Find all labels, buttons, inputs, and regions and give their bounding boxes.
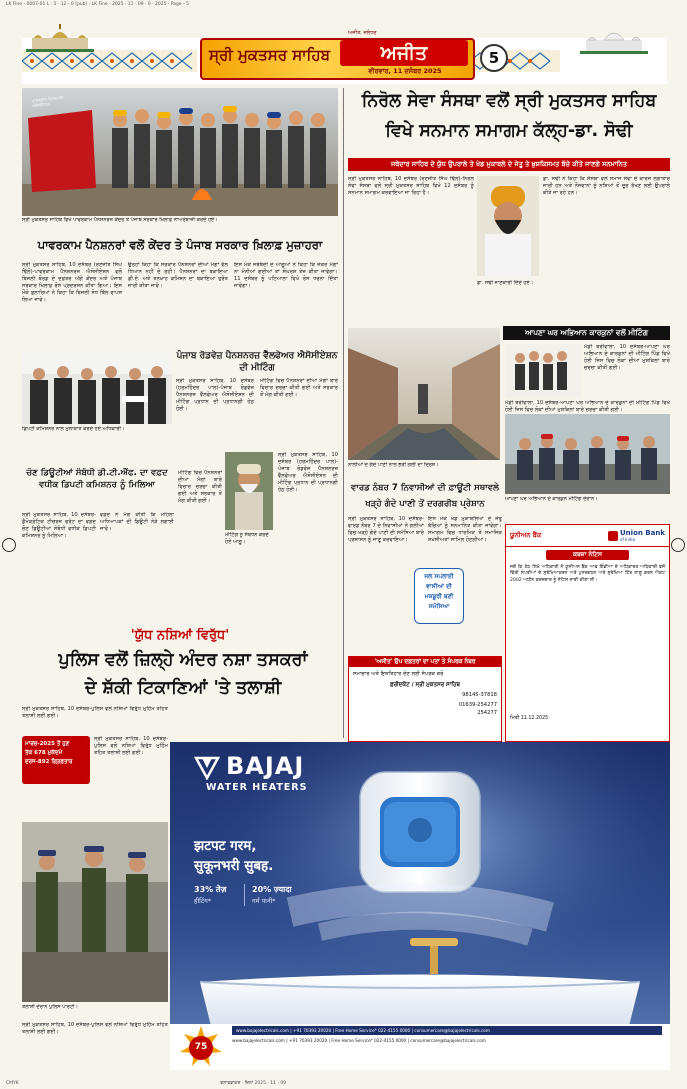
column-divider bbox=[343, 88, 344, 738]
nasha-text-col: ਸ੍ਰੀ ਮੁਕਤਸਰ ਸਾਹਿਬ, 10 ਦਸੰਬਰ-ਪੁਲਿਸ ਵਲੋਂ ਨਸ਼ਿਆਂ ਵਿਰੁੱਧ ਮੁਹਿੰਮ ਤਹਿਤ ਤਲਾਸ਼ੀ ਲਈ ਗਈ। bbox=[94, 736, 168, 756]
bajaj-feature-1-sub: हीटिंग* bbox=[194, 897, 212, 905]
union-bank-logo-icon bbox=[608, 531, 618, 541]
nasha-intro: ਸ੍ਰੀ ਮੁਕਤਸਰ ਸਾਹਿਬ, 10 ਦਸੰਬਰ-ਪੁਲਿਸ ਵਲੋਂ ਨਸ਼ਿਆਂ ਵਿਰੁੱਧ ਮੁਹਿੰਮ ਤਹਿਤ ਤਲਾਸ਼ੀ ਲਈ ਗਈ। bbox=[22, 706, 168, 719]
nasha-stat-box bbox=[22, 736, 90, 784]
page-number: 5 bbox=[480, 44, 508, 72]
roadways-headline: ਪੰਜਾਬ ਰੋਡਵੇਜ਼ ਪੈਨਸ਼ਨਰਜ਼ ਵੈੱਲਫੇਅਰ ਐਸੋਸੀਏਸ਼ਨ ਦੀ ਮੀਟਿੰਗ bbox=[176, 351, 338, 373]
sewerage-headline-line-1: ਵਾਰਡ ਨੰਬਰ 7 ਨਿਵਾਸੀਆਂ ਦੀ ਫ਼ਾਊਂਟੀ ਸਥਾਵਲੇ bbox=[351, 483, 499, 493]
samman-portrait bbox=[477, 176, 539, 276]
office-box-contact-3: 254277 bbox=[477, 710, 497, 716]
gurdwara-illustration-icon bbox=[580, 26, 648, 54]
office-box-body: ਸਮਾਚਾਰ ਅਤੇ ਇਸ਼ਤਿਹਾਰ ਦੇਣ ਲਈ ਸੰਪਰਕ ਕਰੋ bbox=[353, 671, 444, 677]
mazdoor-headline: ਆਪਣਾ ਘਰ ਅਭਿਆਨ ਕਾਰਕੁਨਾਂ ਵਲੋਂ ਮੀਟਿੰਗ bbox=[503, 326, 670, 340]
protest-caption: ਸ੍ਰੀ ਮੁਕਤਸਰ ਸਾਹਿਬ ਵਿਖੇ ਪਾਵਰਕਾਮ ਪੈਨਸ਼ਨਰਜ਼ ਕੇਂਦਰ ਤੇ ਪੰਜਾਬ ਸਰਕਾਰ ਖ਼ਿਲਾਫ਼ ਨਾਅਰੇਬਾਜ਼ੀ ਕਰਦੇ ਹੋਏ। bbox=[22, 217, 218, 223]
gurdwara-illustration-icon bbox=[26, 24, 94, 52]
sewerage-text-col-2: ਇਸ ਮੌਕੇ ਖੇਡ ਮੁਕਾਬਲਿਆਂ ਦੇ ਜੇਤੂ ਬੱਚਿਆਂ ਨੂੰ ਸਨਮਾਨਿਤ ਕੀਤਾ ਜਾਵੇਗਾ। ਸਮਾਗਮ ਵਿਚ ਧਾਰਮਿਕ ਤੇ ਸਮਾਜਿਕ ਸ਼ਖ਼ਸੀਅਤਾਂ ਸ਼ਾਮਿਲ ਹੋਣਗੀਆਂ। bbox=[428, 516, 502, 543]
registration-mark-right bbox=[671, 538, 685, 552]
vote-duty-headline: ਚੋਣ ਡਿਊਟੀਆਂ ਸੰਬੰਧੀ ਡੀ.ਟੀ.ਐੱਫ. ਦਾ ਵਫ਼ਦ ਵਧੀਕ ਡਿਪਟੀ ਕਮਿਸ਼ਨਰ ਨੂੰ ਮਿਲਿਆ bbox=[26, 468, 168, 490]
nasha-text-bottom: ਸ੍ਰੀ ਮੁਕਤਸਰ ਸਾਹਿਬ, 10 ਦਸੰਬਰ-ਪੁਲਿਸ ਵਲੋਂ ਨਸ਼ਿਆਂ ਵਿਰੁੱਧ ਮੁਹਿੰਮ ਤਹਿਤ ਤਲਾਸ਼ੀ ਲਈ ਗਈ। bbox=[22, 1022, 168, 1035]
nasha-headline-line-1: ਪੁਲਿਸ ਵਲੋਂ ਜ਼ਿਲ੍ਹੇ ਅੰਦਰ ਨਸ਼ਾ ਤਸਕਰਾਂ bbox=[58, 650, 308, 670]
nasha-photo-caption: ਤਲਾਸ਼ੀ ਦੌਰਾਨ ਪੁਲਿਸ ਪਾਰਟੀ। bbox=[22, 1004, 78, 1010]
nasha-police-photo bbox=[22, 822, 168, 1002]
vote-duty-photo bbox=[22, 352, 172, 424]
nasha-stat-3: ਦਰਜ-892 ਗ੍ਰਿਫ਼ਤਾਰ bbox=[25, 759, 73, 765]
vote-duty-photo-caption: ਡਿਪਟੀ ਕਮਿਸ਼ਨਰ ਨਾਲ ਮੁਲਾਕਾਤ ਕਰਦੇ ਹੋਏ ਅਧਿਕਾਰੀ। bbox=[22, 426, 125, 432]
samman-text-col-1: ਸ੍ਰੀ ਮੁਕਤਸਰ ਸਾਹਿਬ, 10 ਦਸੰਬਰ (ਰਣਜੀਤ ਸਿੰਘ ਢਿੱਲੋਂ)-ਨਿਰੋਲ ਸੇਵਾ ਸੰਸਥਾ ਵਲੋਂ ਸ੍ਰੀ ਮੁਕਤਸਰ ਸਾਹਿਬ ਵਿਖੇ 12 ਦਸੰਬਰ ਨੂੰ ਸਨਮਾਨ ਸਮਾਗਮ ਕਰਵਾਇਆ ਜਾ ਰਿਹਾ ਹੈ। bbox=[348, 176, 474, 196]
bajaj-75-badge-text: 75 bbox=[194, 1042, 208, 1052]
sewerage-photo-caption: ਨਾਲੀਆਂ ਦੇ ਗੰਦੇ ਪਾਣੀ ਨਾਲ ਭਰੀ ਗਲੀ ਦਾ ਦ੍ਰਿਸ਼। bbox=[348, 462, 439, 468]
mazdoor-photo-caption: ਆਪਣਾ ਘਰ ਅਭਿਆਨ ਦੇ ਕਾਰਕੁਨ ਮੀਟਿੰਗ ਦੌਰਾਨ। bbox=[505, 496, 598, 502]
office-box bbox=[348, 656, 502, 742]
masthead-publisher: ਅਜੀਤ, ਜਲੰਧਰ bbox=[348, 30, 377, 36]
union-bank-header bbox=[506, 525, 669, 547]
registration-mark-left bbox=[2, 538, 16, 552]
protest-text-col-2: ਉਨ੍ਹਾਂ ਕਿਹਾ ਕਿ ਸਰਕਾਰ ਪੈਨਸ਼ਨਰਾਂ ਦੀਆਂ ਮੰਗਾਂ ਵੱਲ ਧਿਆਨ ਨਹੀਂ ਦੇ ਰਹੀ। ਪੈਨਸ਼ਨਰਾਂ ਦਾ ਬਕਾਇਆ ਡੀ.ਏ. ਅਤੇ ਤਨਖ਼ਾਹ ਕਮਿਸ਼ਨ ਦਾ ਬਕਾਇਆ ਤੁਰੰਤ ਜਾਰੀ ਕੀਤਾ ਜਾਵੇ। bbox=[128, 262, 228, 289]
masthead-pattern-left bbox=[22, 50, 197, 72]
mazdoor-meeting-photo bbox=[505, 414, 670, 494]
ajit-logo: ਅਜੀਤ bbox=[340, 40, 468, 66]
samman-headline-line-2: ਵਿਖੇ ਸਨਮਾਨ ਸਮਾਗਮ ਕੱਲ੍ਹ-ਡਾ. ਸੋਢੀ bbox=[385, 121, 633, 141]
bajaj-brand: BAJAJ bbox=[226, 752, 305, 780]
bajaj-feature-1: 33% तेज़ bbox=[194, 885, 227, 894]
protest-text-col-1: ਸ੍ਰੀ ਮੁਕਤਸਰ ਸਾਹਿਬ, 10 ਦਸੰਬਰ (ਰਣਜੀਤ ਸਿੰਘ ਢਿੱਲੋਂ)-ਪਾਵਰਕਾਮ ਪੈਨਸ਼ਨਰਜ਼ ਐਸੋਸੀਏਸ਼ਨ ਵਲੋਂ ਬਿਜਲੀ ਬੋਰਡ ਦੇ ਦਫ਼ਤਰ ਅੱਗੇ ਕੇਂਦਰ ਅਤੇ ਪੰਜਾਬ ਸਰਕਾਰ ਖ਼ਿਲਾਫ਼ ਰੋਸ ਪ੍ਰਦਰਸ਼ਨ ਕੀਤਾ ਗਿਆ। ਇਸ ਮੌਕੇ ਬੁਲਾਰਿਆਂ ਨੇ ਕਿਹਾ ਕਿ ਬਿਜਲੀ ਸੋਧ ਬਿੱਲ ਵਾਪਸ ਲਿਆ ਜਾਵੇ। bbox=[22, 262, 122, 303]
bajaj-feature-divider bbox=[244, 884, 245, 906]
bajaj-ad-contact-bar: www.bajajelectricals.com | +91 70393 20020 | Free Home Service* 022-4155 0000 | consumercare@bajajelectricals.com bbox=[232, 1026, 662, 1035]
mazdoor-logo-photo bbox=[505, 344, 581, 398]
protest-photo bbox=[22, 88, 338, 216]
union-bank-brand-en: Union Bank bbox=[620, 529, 665, 537]
nasha-stat-2: ਤੱਕ 678 ਮੁਕੱਦਮੇ bbox=[25, 750, 63, 756]
nasha-headline-line-2: ਦੇ ਸ਼ੱਕੀ ਟਿਕਾਣਿਆਂ 'ਤੇ ਤਲਾਸ਼ੀ bbox=[84, 678, 282, 698]
roadways-text-col-2: ਮੀਟਿੰਗ ਵਿਚ ਪੈਨਸ਼ਨਰਾਂ ਦੀਆਂ ਮੰਗਾਂ ਬਾਰੇ ਵਿਚਾਰ ਚਰਚਾ ਕੀਤੀ ਗਈ ਅਤੇ ਸਰਕਾਰ ਤੋਂ ਮੰਗ ਕੀਤੀ ਗਈ। bbox=[260, 378, 338, 398]
mazdoor-text-col: ਮੰਡੀ ਬਰੀਵਾਲਾ, 10 ਦਸੰਬਰ-ਆਪਣਾ ਘਰ ਅਭਿਆਨ ਦੇ ਕਾਰਕੁਨਾਂ ਦੀ ਮੀਟਿੰਗ ਪਿੰਡ ਵਿਖੇ ਹੋਈ ਜਿਸ ਵਿਚ ਲੋਕਾਂ ਦੀਆਂ ਮੁਸ਼ਕਿਲਾਂ ਬਾਰੇ ਚਰਚਾ ਕੀਤੀ ਗਈ। bbox=[584, 344, 670, 371]
office-box-contact-2: 01639-254277 bbox=[458, 702, 497, 708]
roadways-text-col-4: ਸ੍ਰੀ ਮੁਕਤਸਰ ਸਾਹਿਬ, 10 ਦਸੰਬਰ (ਹਰਮਹਿੰਦਰ ਪਾਲ)-ਪੰਜਾਬ ਰੋਡਵੇਜ਼ ਪੈਨਸ਼ਨਰਜ਼ ਵੈੱਲਫੇਅਰ ਐਸੋਸੀਏਸ਼ਨ ਦੀ ਮੀਟਿੰਗ ਪ੍ਰਧਾਨ ਦੀ ਪ੍ਰਧਾਨਗੀ ਹੇਠ ਹੋਈ। bbox=[278, 452, 338, 493]
roadways-text-col-3: ਮੀਟਿੰਗ ਵਿਚ ਪੈਨਸ਼ਨਰਾਂ ਦੀਆਂ ਮੰਗਾਂ ਬਾਰੇ ਵਿਚਾਰ ਚਰਚਾ ਕੀਤੀ ਗਈ ਅਤੇ ਸਰਕਾਰ ਤੋਂ ਮੰਗ ਕੀਤੀ ਗਈ। bbox=[178, 470, 222, 504]
bajaj-product: WATER HEATERS bbox=[206, 782, 308, 793]
sewerage-text-col-1: ਸ੍ਰੀ ਮੁਕਤਸਰ ਸਾਹਿਬ, 10 ਦਸੰਬਰ-ਵਾਰਡ ਨੰਬਰ 7 ਦੇ ਨਿਵਾਸੀਆਂ ਨੇ ਗਲੀਆਂ ਵਿਚ ਖੜ੍ਹੇ ਗੰਦੇ ਪਾਣੀ ਦੀ ਸਮੱਸਿਆ ਬਾਰੇ ਪ੍ਰਸ਼ਾਸਨ ਨੂੰ ਜਾਣੂ ਕਰਵਾਇਆ। bbox=[348, 516, 424, 543]
bajaj-tagline-2: सुकूनभरी सुबह. bbox=[194, 858, 274, 874]
print-info-bottom-right: ਫਲਾਵਡਾਕਰ · ਦਿਨਾਂ 2025 · 11 · 09 bbox=[220, 1081, 287, 1086]
bajaj-tagline-1: झटपट गरम, bbox=[194, 838, 257, 854]
nasha-stat-1: ਮਾਰਚ-2025 ਤੋਂ ਹੁਣ bbox=[25, 741, 70, 747]
union-bank-notice bbox=[505, 524, 670, 742]
vote-duty-text-col-1: ਸ੍ਰੀ ਮੁਕਤਸਰ ਸਾਹਿਬ, 10 ਦਸੰਬਰ-ਡੈਮੋਕ੍ਰੇਟਿਕ ਟੀਚਰਜ਼ ਫਰੰਟ ਦਾ ਵਫ਼ਦ ਚੋਣ ਡਿਊਟੀਆਂ ਸੰਬੰਧੀ ਵਧੀਕ ਡਿਪਟੀ ਕਮਿਸ਼ਨਰ ਨੂੰ ਮਿਲਿਆ। bbox=[22, 512, 96, 539]
union-bank-brand-pa: ਯੂਨੀਅਨ ਬੈਂਕ bbox=[510, 531, 542, 539]
masthead-date: ਵੀਰਵਾਰ, 11 ਦਸੰਬਰ 2025 bbox=[368, 67, 442, 75]
masthead-city: ਸ੍ਰੀ ਮੁਕਤਸਰ ਸਾਹਿਬ bbox=[209, 46, 330, 64]
samman-text-col-2: ਡਾ. ਸੋਢੀ ਨੇ ਕਿਹਾ ਕਿ ਸੰਸਥਾ ਵਲੋਂ ਸਮਾਜ ਸੇਵਾ ਦੇ ਕਾਰਜ ਲਗਾਤਾਰ ਜਾਰੀ ਹਨ ਅਤੇ ਨੌਜਵਾਨਾਂ ਨੂੰ ਨਸ਼ਿਆਂ ਤੋਂ ਦੂਰ ਰੱਖਣ ਲਈ ਉਪਰਾਲੇ ਕੀਤੇ ਜਾ ਰਹੇ ਹਨ। bbox=[543, 176, 670, 196]
office-box-contact-1: 98145-37818 bbox=[462, 692, 497, 698]
roadways-photo-caption: ਮੀਟਿੰਗ ਨੂੰ ਸੰਬੋਧਨ ਕਰਦੇ ਹੋਏ ਆਗੂ। bbox=[225, 532, 269, 545]
nasha-kicker: 'ਯੁੱਧ ਨਸ਼ਿਆਂ ਵਿਰੁੱਧ' bbox=[130, 628, 230, 643]
sewerage-callout: ਜਲ ਸਪਲਾਈ ਵਾਸੀਆਂ ਦੀ ਮਜ਼ਬੂਰੀ ਬਣੀ ਸਮੱਸਿਆ bbox=[414, 568, 464, 624]
union-bank-notice-title: ਕਬਜ਼ਾ ਨੋਟਿਸ bbox=[546, 550, 629, 560]
sewerage-street-photo bbox=[348, 328, 500, 460]
bajaj-feature-2-sub: गर्म पानी* bbox=[252, 897, 276, 905]
print-info-bottom bbox=[0, 1077, 687, 1089]
sewerage-headline-line-2: ਖੜ੍ਹੇ ਗੰਦੇ ਪਾਣੀ ਤੋਂ ਦਰਗਰੀਬ ਪ੍ਰੇਸ਼ਾਨ bbox=[365, 499, 485, 509]
samman-photo-caption: ਡਾ. ਸੋਢੀ ਜਾਣਕਾਰੀ ਦਿੰਦੇ ਹੋਏ। bbox=[477, 280, 534, 286]
protest-text-col-3: ਇਸ ਮੌਕੇ ਜਥੇਬੰਦੀ ਦੇ ਆਗੂਆਂ ਨੇ ਕਿਹਾ ਕਿ ਜੇਕਰ ਮੰਗਾਂ ਨਾ ਮੰਨੀਆਂ ਗਈਆਂ ਤਾਂ ਸੰਘਰਸ਼ ਤੇਜ਼ ਕੀਤਾ ਜਾਵੇਗਾ। 11 ਦਸੰਬਰ ਨੂੰ ਪਟਿਆਲਾ ਵਿਖੇ ਰੋਸ ਧਰਨਾ ਦਿੱਤਾ ਜਾਵੇਗਾ। bbox=[234, 262, 338, 289]
print-info-cmyk: CMYK bbox=[6, 1081, 19, 1086]
union-bank-notice-body: ਜਦੋਂ ਕਿ ਹੇਠ ਲਿਖੇ ਅਧਿਕਾਰੀ ਨੇ ਯੂਨੀਅਨ ਬੈਂਕ ਆਫ਼ ਇੰਡੀਆ ਦੇ ਅਧਿਕਾਰਤ ਅਧਿਕਾਰੀ ਵਜੋਂ ਵਿੱਤੀ ਸੰਪਤੀਆਂ ਦੇ ਸੁਰੱਖਿਆਕਰਨ ਅਤੇ ਪੁਨਰਗਠਨ ਅਤੇ ਸੁਰੱਖਿਆ ਹਿੱਤ ਲਾਗੂ ਕਰਨ ਐਕਟ 2002 ਅਧੀਨ ਕਰਜ਼ਦਾਰ ਨੂੰ ਨੋਟਿਸ ਜਾਰੀ ਕੀਤਾ ਸੀ। bbox=[510, 565, 665, 583]
vote-duty-text-col-2: ਵਫ਼ਦ ਨੇ ਮੰਗ ਕੀਤੀ ਕਿ ਮਹਿਲਾ ਅਧਿਆਪਕਾਂ ਦੀ ਡਿਊਟੀ ਨੇੜੇ ਲਗਾਈ ਜਾਵੇ। bbox=[100, 512, 174, 532]
bajaj-feature-2: 20% ज़्यादा bbox=[252, 885, 292, 894]
union-bank-brand-sub: of India bbox=[620, 537, 635, 542]
office-box-title: 'ਅਜੀਤ' ਉਪ ਦਫ਼ਤਰਾਂ ਦਾ ਪਤਾ ਤੇ ਸੰਪਰਕ ਨੰਬਰ bbox=[349, 657, 501, 667]
protest-banner-text: ਪਾਵਰਕਾਮ ਪੈਨਸ਼ਨਰਜ਼ ਐਸੋਸੀਏਸ਼ਨ bbox=[31, 94, 64, 109]
roadways-portrait bbox=[225, 452, 273, 530]
samman-headline-line-1: ਨਿਰੋਲ ਸੇਵਾ ਸੰਸਥਾ ਵਲੋਂ ਸ੍ਰੀ ਮੁਕਤਸਰ ਸਾਹਿਬ bbox=[361, 91, 657, 111]
protest-headline: ਪਾਵਰਕਾਮ ਪੈਨਸ਼ਨਰਾਂ ਵਲੋਂ ਕੇਂਦਰ ਤੇ ਪੰਜਾਬ ਸਰਕਾਰ ਖ਼ਿਲਾਫ਼ ਮੁਜ਼ਾਹਰਾ bbox=[37, 238, 323, 252]
mazdoor-text-extra: ਮੰਡੀ ਬਰੀਵਾਲਾ, 10 ਦਸੰਬਰ-ਆਪਣਾ ਘਰ ਅਭਿਆਨ ਦੇ ਕਾਰਕੁਨਾਂ ਦੀ ਮੀਟਿੰਗ ਪਿੰਡ ਵਿਖੇ ਹੋਈ ਜਿਸ ਵਿਚ ਲੋਕਾਂ ਦੀਆਂ ਮੁਸ਼ਕਿਲਾਂ ਬਾਰੇ ਚਰਚਾ ਕੀਤੀ ਗਈ। bbox=[505, 400, 670, 412]
bajaj-logo-icon bbox=[192, 756, 222, 780]
samman-subhead: ਜਥੇਦਾਰ ਸਾਹਿਬ ਦੇ ਯੁੱਧ ਉਪਰਾਲੇ ਤੇ ਖੇਡ ਮੁਕਾਬਲੇ ਦੇ ਜੇਤੂ ਤੇ ਖ਼ੁਸ਼ਕਿਸਮਤ ਬੱਚੇ ਕੀਤੇ ਜਾਣਗੇ ਸਨਮਾਨਿਤ bbox=[348, 158, 670, 171]
office-box-location: ਫ਼ਰੀਦਕੋਟ / ਸ੍ਰੀ ਮੁਕਤਸਰ ਸਾਹਿਬ bbox=[390, 682, 460, 688]
union-bank-logo bbox=[608, 529, 665, 542]
bajaj-ad-disclaimer: www.bajajelectricals.com | +91 70393 20020 | Free Home Service* 022-4155 0000 | consumercare@bajajelectricals.com bbox=[232, 1038, 486, 1043]
roadways-text-col-1: ਸ੍ਰੀ ਮੁਕਤਸਰ ਸਾਹਿਬ, 10 ਦਸੰਬਰ (ਹਰਮਹਿੰਦਰ ਪਾਲ)-ਪੰਜਾਬ ਰੋਡਵੇਜ਼ ਪੈਨਸ਼ਨਰਜ਼ ਵੈੱਲਫੇਅਰ ਐਸੋਸੀਏਸ਼ਨ ਦੀ ਮੀਟਿੰਗ ਪ੍ਰਧਾਨ ਦੀ ਪ੍ਰਧਾਨਗੀ ਹੇਠ ਹੋਈ। bbox=[176, 378, 254, 412]
print-info-top: LK Fine - 0007-01 L · 5 · 12 - 0 (pub) · LK Fine - 2025 · 11 · 09 · 0 · 2025 · Page - 5 bbox=[6, 2, 189, 7]
union-bank-notice-date: ਮਿਤੀ 11.12.2025 bbox=[510, 716, 549, 721]
